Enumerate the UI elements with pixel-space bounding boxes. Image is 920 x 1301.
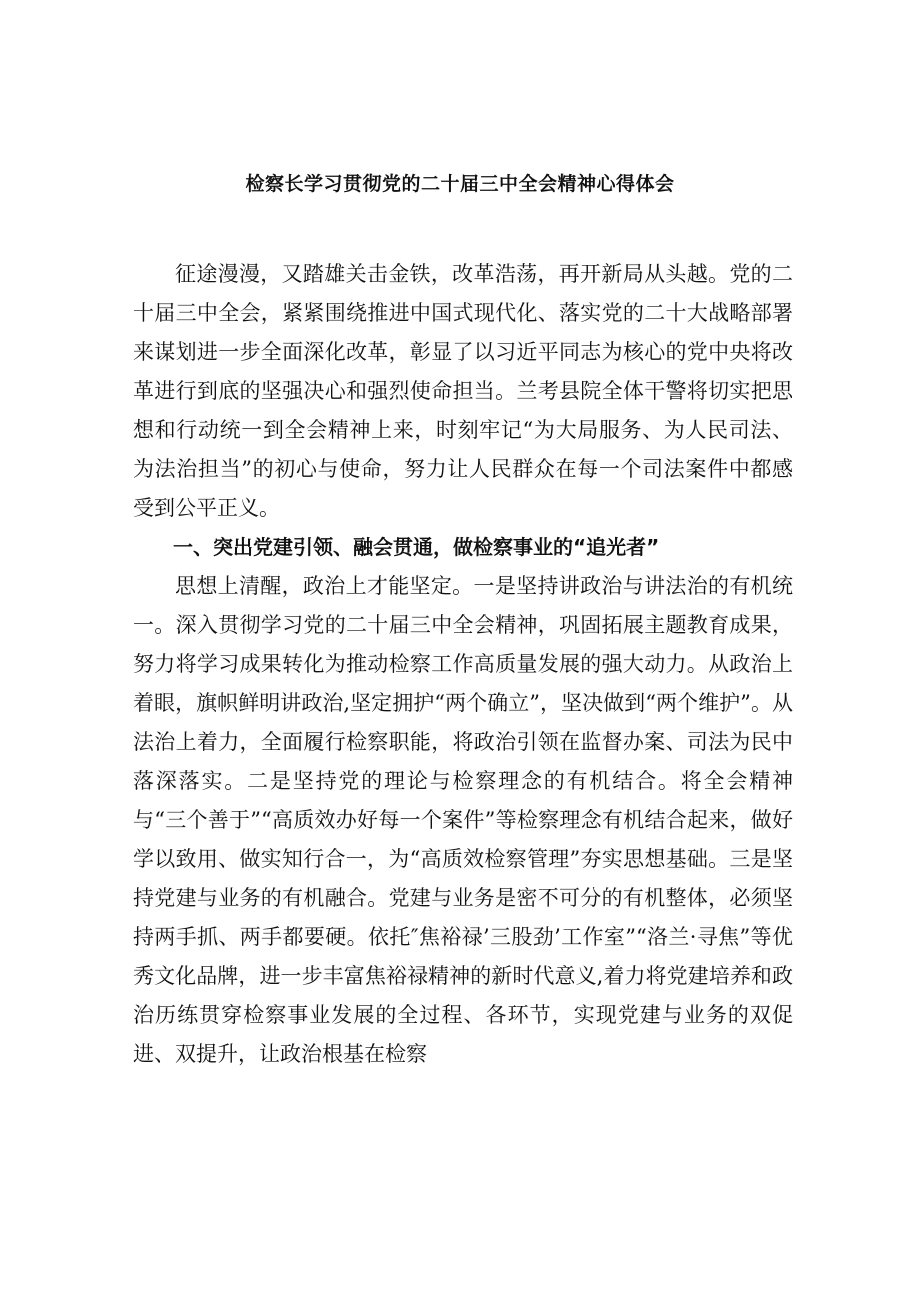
document-body: [133, 255, 793, 1074]
document-title: 检察长学习贯彻党的二十届三中全会精神心得体会: [245, 173, 675, 195]
section-1-paragraph: 思想上清醒，政治上才能坚定。一是坚持讲政治与讲法治的有机统一。深入贯彻学习党的二十届三中全会精神，巩固拓展主题教育成果，努力将学习成果转化为推动检察工作高质量发展的强大动力。从政治上着眼，旗帜鲜明讲政治,坚定拥护“两个确立”，坚决做到“两个维护”。从法治上着力，全面履行检察职能，将政治引领在监督办案、司法为民中落深落实。二是坚持党的理论与检察理念的有机结合。将全会精神与“三个善于”“高质效办好每一个案件”等检察理念有机结合起来，做好学以致用、做实知行合一，为“高质效检察管理”夯实思想基础。三是坚持党建与业务的有机融合。党建与业务是密不可分的有机整体，必须坚持两手抓、两手都要硬。依托″焦裕禄’三股劲’工作室”“洛兰·寻焦”等优秀文化品牌，进一步丰富焦裕禄精神的新时代意义,着力将党建培养和政治历练贯穿检察事业发展的全过程、各环节，实现党建与业务的双促进、双提升，让政治根基在检察: [133, 574, 793, 1066]
intro-paragraph: 征途漫漫，又踏雄关击金铁，改革浩荡，再开新局从头越。党的二十届三中全会，紧紧围绕推进中国式现代化、落实党的二十大战略部署来谋划进一步全面深化改革，彰显了以习近平同志为核心的党中央将改革进行到底的坚强决心和强烈使命担当。兰考县院全体干警将切实把思想和行动统一到全会精神上来，时刻牢记“为大局服务、为人民司法、为法治担当”的初心与使命，努力让人民群众在每一个司法案件中都感受到公平正义。: [133, 262, 793, 520]
section-heading-1: 一、突出党建引领、融会贯通，做检察事业的“追光者”: [173, 535, 660, 559]
